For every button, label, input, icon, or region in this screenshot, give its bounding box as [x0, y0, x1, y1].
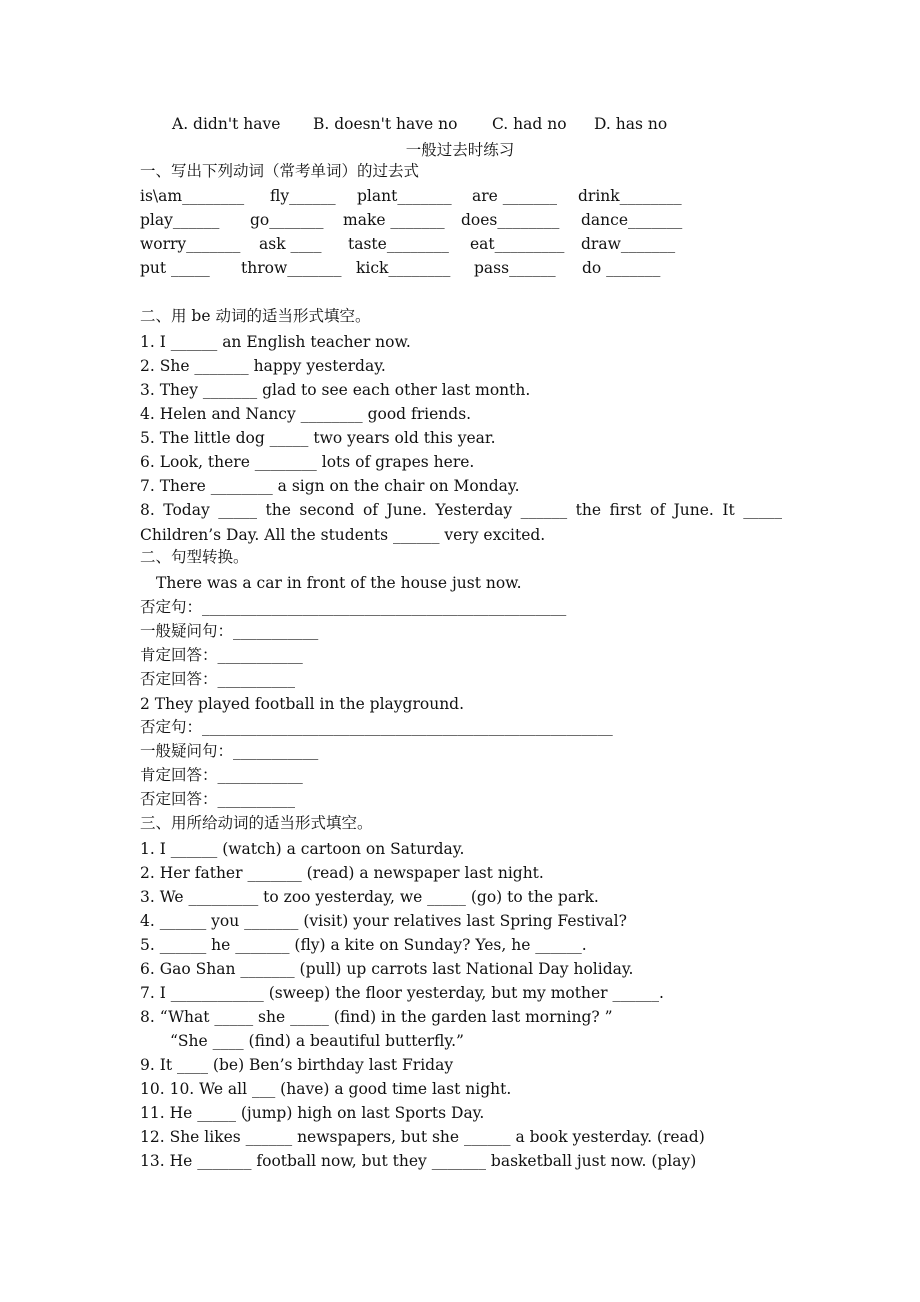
verb-cell: draw_______: [581, 235, 676, 253]
verb-item-1: 1. I ______ (watch) a cartoon on Saturday.: [140, 840, 465, 858]
verb-item-9: 9. It ____ (be) Ben’s birthday last Friday: [140, 1056, 454, 1074]
verb-cell: is\am________: [140, 187, 245, 205]
verb-item-13: 13. He _______ football now, but they _______ basketball just now. (play): [140, 1152, 697, 1170]
verb-item-8: 8. “What _____ she _____ (find) in the garden last morning? ”: [140, 1008, 613, 1026]
verb-cell: does________: [461, 211, 560, 229]
verb-item-11: 11. He _____ (jump) high on last Sports Day.: [140, 1104, 485, 1122]
transform-q1-no: 否定回答：__________: [140, 670, 296, 688]
be-item-1: 1. I ______ an English teacher now.: [140, 333, 411, 351]
verb-cell: taste________: [348, 235, 449, 253]
be-item-8-cont: Children’s Day. All the students ______ very excited.: [140, 526, 546, 544]
be-item-3: 3. They _______ glad to see each other last month.: [140, 381, 531, 399]
verb-cell: drink________: [578, 187, 682, 205]
transform-q1-yes: 肯定回答：___________: [140, 646, 303, 664]
section4-heading: 三、用所给动词的适当形式填空。: [140, 814, 373, 832]
be-item-5: 5. The little dog _____ two years old this year.: [140, 429, 496, 447]
section2-heading: 二、用 be 动词的适当形式填空。: [140, 307, 371, 325]
verb-item-4: 4. ______ you _______ (visit) your relatives last Spring Festival?: [140, 912, 627, 930]
option-b: B. doesn't have no: [313, 115, 458, 133]
verb-cell: plant_______: [357, 187, 452, 205]
verb-item-2: 2. Her father _______ (read) a newspaper last night.: [140, 864, 544, 882]
be-item-2: 2. She _______ happy yesterday.: [140, 357, 386, 375]
be-item-4: 4. Helen and Nancy ________ good friends.: [140, 405, 472, 423]
verb-cell: worry_______: [140, 235, 241, 253]
option-d: D. has no: [594, 115, 668, 133]
verb-item-6: 6. Gao Shan _______ (pull) up carrots last National Day holiday.: [140, 960, 634, 978]
verb-item-8-cont: “She ____ (find) a beautiful butterfly.”: [170, 1032, 464, 1050]
transform-q1-question: 一般疑问句：___________: [140, 622, 319, 640]
verb-cell: play______: [140, 211, 220, 229]
transform-q2: 2 They played football in the playground.: [140, 695, 465, 713]
option-c: C. had no: [492, 115, 567, 133]
option-a: A. didn't have: [172, 115, 281, 133]
transform-q2-yes: 肯定回答：___________: [140, 766, 303, 784]
worksheet-title: 一般过去时练习: [405, 141, 515, 159]
verb-cell: fly______: [270, 187, 336, 205]
transform-q1: There was a car in front of the house just now.: [156, 574, 522, 592]
transform-q2-no: 否定回答：__________: [140, 790, 296, 808]
verb-cell: are _______: [472, 187, 558, 205]
transform-q2-question: 一般疑问句：___________: [140, 742, 319, 760]
verb-cell: do _______: [582, 259, 661, 277]
verb-item-10: 10. 10. We all ___ (have) a good time last night.: [140, 1080, 512, 1098]
be-item-7: 7. There ________ a sign on the chair on Monday.: [140, 477, 520, 495]
verb-item-5: 5. ______ he _______ (fly) a kite on Sunday? Yes, he ______.: [140, 936, 587, 954]
verb-cell: ask ____: [259, 235, 322, 253]
verb-item-12: 12. She likes ______ newspapers, but she ______ a book yesterday. (read): [140, 1128, 705, 1146]
verb-cell: throw_______: [241, 259, 342, 277]
transform-q1-negative: 否定句：_______________________________________________: [140, 598, 567, 616]
verb-cell: eat_________: [470, 235, 565, 253]
verb-cell: kick________: [356, 259, 451, 277]
verb-cell: pass______: [474, 259, 556, 277]
section3-heading: 二、句型转换。: [140, 548, 249, 566]
section1-heading: 一、写出下列动词（常考单词）的过去式: [140, 162, 420, 180]
verb-cell: go_______: [250, 211, 324, 229]
verb-item-3: 3. We _________ to zoo yesterday, we _____ (go) to the park.: [140, 888, 599, 906]
verb-cell: make _______: [343, 211, 445, 229]
verb-cell: dance_______: [581, 211, 683, 229]
verb-item-7: 7. I ____________ (sweep) the floor yesterday, but my mother ______.: [140, 984, 664, 1002]
be-item-6: 6. Look, there ________ lots of grapes here.: [140, 453, 475, 471]
verb-cell: put _____: [140, 259, 210, 277]
be-item-8: 8. Today _____ the second of June. Yesterday ______ the first of June. It _____: [140, 501, 782, 519]
transform-q2-negative: 否定句：_____________________________________________________: [140, 718, 613, 736]
